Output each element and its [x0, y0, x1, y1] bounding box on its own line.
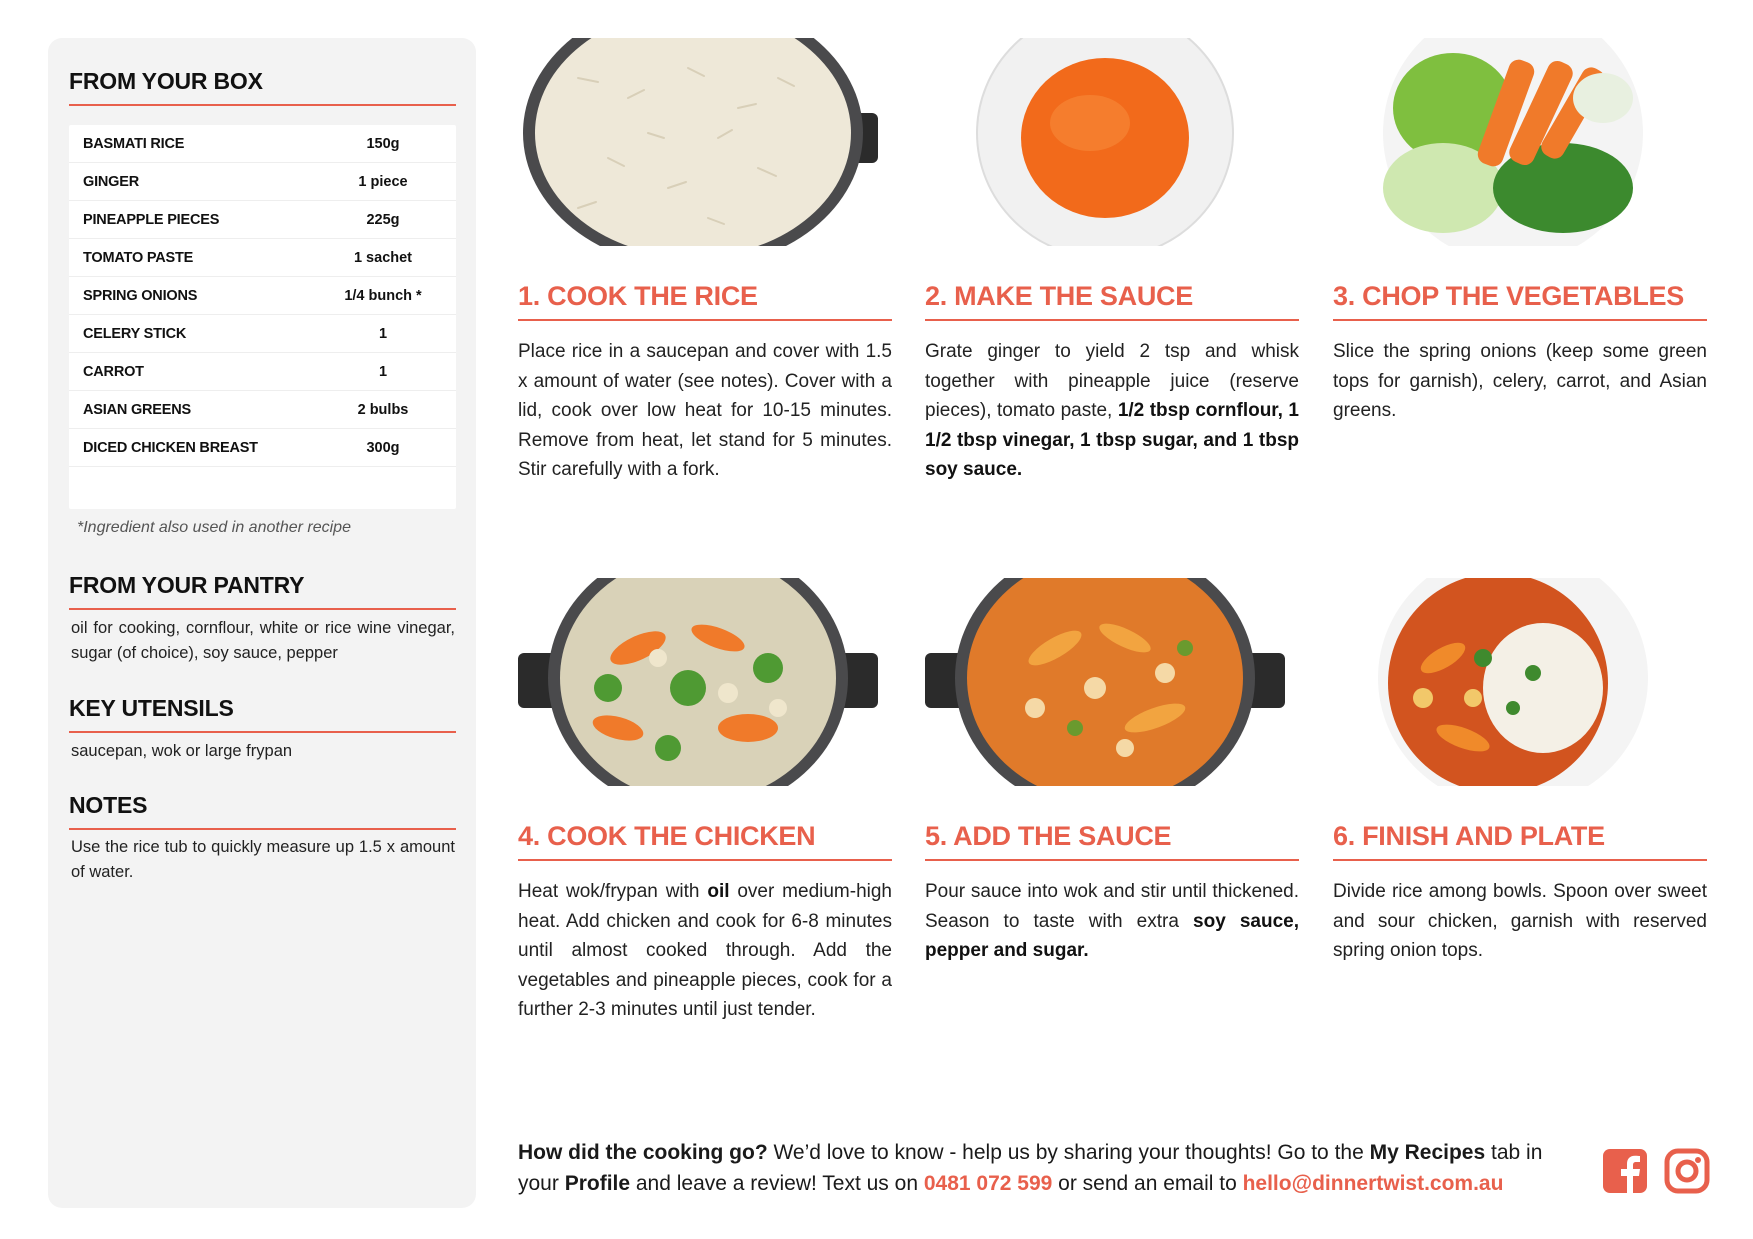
- ingredient-name: BASMATI RICE: [83, 135, 185, 152]
- notes-text: Use the rice tub to quickly measure up 1.5 x amount of water.: [71, 838, 455, 881]
- ingredient-row: [69, 201, 456, 239]
- step-6-body: [1333, 877, 1707, 966]
- step-1-title: 1. COOK THE RICE: [518, 279, 892, 321]
- ingredient-row: [69, 239, 456, 277]
- footer-text-4: or send an email to: [1052, 1172, 1243, 1195]
- ingredient-quantity: 225g: [366, 211, 400, 228]
- footer-text-2: tab in your: [518, 1141, 1543, 1195]
- step-2: [925, 38, 1299, 485]
- ingredient-quantity: 300g: [366, 439, 400, 456]
- cooked-rice-pan-image: [518, 38, 878, 246]
- ingredient-row: [69, 429, 456, 467]
- ingredient-name: CARROT: [83, 363, 144, 380]
- step-text-segment: Heat wok/frypan with: [518, 881, 708, 902]
- ingredient-quantity: 1 piece: [358, 173, 408, 190]
- ingredient-name: SPRING ONIONS: [83, 287, 198, 304]
- key-utensils-heading: KEY UTENSILS: [69, 693, 456, 733]
- my-recipes-link[interactable]: My Recipes: [1369, 1141, 1486, 1164]
- from-your-pantry-heading: FROM YOUR PANTRY: [69, 570, 456, 610]
- step-text-segment: Place rice in a saucepan and cover with 1.5 x amount of water (see notes). Cover with a lid, cook over low heat for 10-15 minutes. Remove from heat, let stand for 5 minutes. Stir carefully with a fork.: [518, 341, 892, 480]
- sauce-bowl-image: [925, 38, 1285, 246]
- plated-dish-image: [1333, 578, 1693, 786]
- step-5: [925, 578, 1299, 966]
- utensils-text: saucepan, wok or large frypan: [71, 742, 293, 760]
- step-6-title: 6. FINISH AND PLATE: [1333, 819, 1707, 861]
- notes-heading: NOTES: [69, 790, 456, 830]
- ingredient-quantity: 1: [378, 325, 388, 342]
- step-3: [1333, 38, 1707, 426]
- profile-link[interactable]: Profile: [564, 1172, 631, 1195]
- step-4-body: [518, 877, 892, 1025]
- step-text-segment: Pour sauce into wok and stir until thickened. Season to taste with extra: [925, 881, 1299, 932]
- ingredient-quantity: 1: [378, 363, 388, 380]
- ingredient-name: DICED CHICKEN BREAST: [83, 439, 258, 456]
- ingredient-quantity: 1/4 bunch *: [344, 287, 422, 304]
- from-your-box-heading: FROM YOUR BOX: [69, 66, 456, 106]
- ingredient-quantity: 2 bulbs: [357, 401, 409, 418]
- step-2-title: 2. MAKE THE SAUCE: [925, 279, 1299, 321]
- chopped-vegetables-image: [1333, 38, 1693, 246]
- feedback-footer: [518, 1137, 1578, 1199]
- step-4-title: 4. COOK THE CHICKEN: [518, 819, 892, 861]
- step-text-segment: Divide rice among bowls. Spoon over sweet and sour chicken, garnish with reserved spring onion tops.: [1333, 881, 1707, 961]
- ingredient-row: [69, 315, 456, 353]
- email-link[interactable]: hello@dinnertwist.com.au: [1242, 1172, 1504, 1195]
- step-text-segment: over medium-high heat. Add chicken and cook for 6-8 minutes until almost cooked through. Add the vegetables and pineapple pieces, cook for a further 2-3 minutes until just tender.: [518, 881, 892, 1020]
- ingredient-name: PINEAPPLE PIECES: [83, 211, 220, 228]
- step-6: [1333, 578, 1707, 966]
- ingredients-sidebar: [48, 38, 476, 1208]
- chicken-stirfry-wok-image: [518, 578, 878, 786]
- sauced-stirfry-wok-image: [925, 578, 1285, 786]
- instagram-icon[interactable]: [1664, 1148, 1710, 1194]
- step-text-segment: Grate ginger to yield 2 tsp and whisk together with pineapple juice (reserve pieces), tomato paste,: [925, 341, 1299, 421]
- ingredient-name: CELERY STICK: [83, 325, 187, 342]
- step-4: [518, 578, 892, 1025]
- ingredient-quantity: 1 sachet: [353, 249, 413, 266]
- phone-link[interactable]: 0481 072 599: [923, 1172, 1053, 1195]
- step-3-body: [1333, 337, 1707, 426]
- step-text-segment: 1/2 tbsp cornflour, 1 1/2 tbsp vinegar, 1 tbsp sugar, and 1 tbsp soy sauce.: [925, 400, 1299, 480]
- ingredient-name: TOMATO PASTE: [83, 249, 194, 266]
- ingredient-row: [69, 353, 456, 391]
- footer-text-3: and leave a review! Text us on: [630, 1172, 924, 1195]
- footer-question: How did the cooking go?: [518, 1141, 768, 1164]
- step-5-title: 5. ADD THE SAUCE: [925, 819, 1299, 861]
- ingredients-table: [69, 125, 456, 509]
- pantry-text: oil for cooking, cornflour, white or rice wine vinegar, sugar (of choice), soy sauce, pepper: [71, 619, 455, 662]
- ingredient-name: ASIAN GREENS: [83, 401, 191, 418]
- step-1: [518, 38, 892, 485]
- step-text-segment: Slice the spring onions (keep some green tops for garnish), celery, carrot, and Asian greens.: [1333, 341, 1707, 421]
- ingredient-footnote: *Ingredient also used in another recipe: [77, 519, 351, 536]
- ingredient-row: [69, 163, 456, 201]
- ingredient-row: [69, 277, 456, 315]
- facebook-icon[interactable]: [1602, 1148, 1648, 1194]
- ingredient-row: [69, 391, 456, 429]
- step-2-body: [925, 337, 1299, 485]
- step-text-segment: oil: [707, 881, 730, 902]
- ingredient-name: GINGER: [83, 173, 139, 190]
- ingredient-quantity: 150g: [366, 135, 400, 152]
- step-1-body: [518, 337, 892, 485]
- footer-text-1: We’d love to know - help us by sharing your thoughts! Go to the: [767, 1141, 1370, 1164]
- step-text-segment: soy sauce, pepper and sugar.: [925, 910, 1300, 961]
- ingredient-row: [69, 125, 456, 163]
- step-5-body: [925, 877, 1299, 966]
- step-3-title: 3. CHOP THE VEGETABLES: [1333, 279, 1707, 321]
